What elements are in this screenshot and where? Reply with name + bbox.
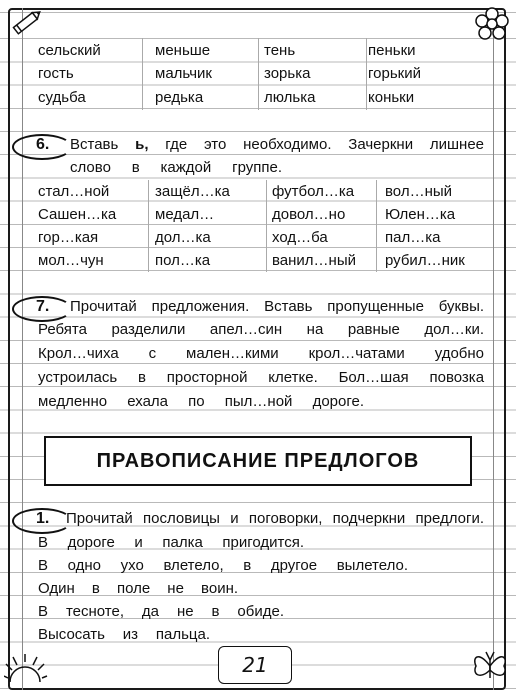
word-cell: мол…чун (38, 252, 104, 269)
word-cell: тень (264, 42, 296, 59)
table-divider (376, 180, 377, 272)
right-margin-line (493, 8, 494, 690)
word-cell: ход…ба (272, 229, 328, 246)
word-cell: меньше (155, 42, 211, 59)
sun-icon (4, 640, 50, 692)
proverb-line: Один в поле не воин. (38, 580, 239, 597)
table-divider (142, 38, 143, 110)
table-divider (266, 180, 267, 272)
proverb-line: В дороге и палка пригодится. (38, 534, 304, 551)
word-cell: стал…ной (38, 183, 110, 200)
word-cell: защёл…ка (155, 183, 230, 200)
word-cell: футбол…ка (272, 183, 355, 200)
word-cell: рубил…ник (385, 252, 465, 269)
word-cell: мальчик (155, 65, 212, 82)
word-cell: пал…ка (385, 229, 441, 246)
word-cell: пеньки (368, 42, 416, 59)
word-cell: пол…ка (155, 252, 211, 269)
text-line: Крол…чиха с мален…кими крол…чатами удобно (38, 345, 485, 362)
flower-icon (474, 6, 510, 46)
text-line: Прочитай предложения. Вставь пропущенные буквы. (70, 298, 485, 315)
word-cell: люлька (264, 89, 316, 106)
task-number: 1. (36, 510, 50, 527)
word-cell: дол…ка (155, 229, 211, 246)
word-cell: медал… (155, 206, 215, 223)
proverb-line: В одно ухо влетело, в другое вылетело. (38, 557, 409, 574)
task-number: 6. (36, 136, 50, 153)
section-title: ПРАВОПИСАНИЕ ПРЕДЛОГОВ (96, 449, 420, 472)
table-divider (366, 38, 367, 110)
word-cell: вол…ный (385, 183, 453, 200)
proverb-line: Высосать из пальца. (38, 626, 210, 643)
word-cell: коньки (368, 89, 415, 106)
text-line: устроилась в просторной клетке. Бол…шая повозка (38, 369, 485, 386)
word-cell: гор…кая (38, 229, 99, 246)
table-divider (148, 180, 149, 272)
word-cell: ванил…ный (272, 252, 357, 269)
word-cell: гость (38, 65, 74, 82)
task-instruction: Вставь ь, где это необходимо. Зачеркни лишнее (70, 136, 485, 153)
text-line: Ребята разделили апел…син на равные дол…ки. (38, 321, 485, 338)
word-cell: сельский (38, 42, 101, 59)
proverb-line: В тесноте, да не в обиде. (38, 603, 284, 620)
word-cell: горький (368, 65, 421, 82)
page-number: 21 (218, 646, 292, 684)
word-cell: зорька (264, 65, 311, 82)
word-cell: судьба (38, 89, 86, 106)
word-cell: редька (155, 89, 204, 106)
pencil-icon (6, 6, 46, 42)
butterfly-icon (470, 644, 510, 690)
word-cell: Сашен…ка (38, 206, 117, 223)
word-cell: Юлен…ка (385, 206, 456, 223)
task-number: 7. (36, 298, 50, 315)
table-divider (258, 38, 259, 110)
section-title-box (44, 436, 472, 486)
task-instruction: слово в каждой группе. (70, 159, 283, 176)
left-margin-line (22, 8, 23, 690)
word-cell: довол…но (272, 206, 346, 223)
text-line: медленно ехала по пыл…ной дороге. (38, 393, 365, 410)
text-line: Прочитай пословицы и поговорки, подчеркни предлоги. (66, 510, 485, 527)
